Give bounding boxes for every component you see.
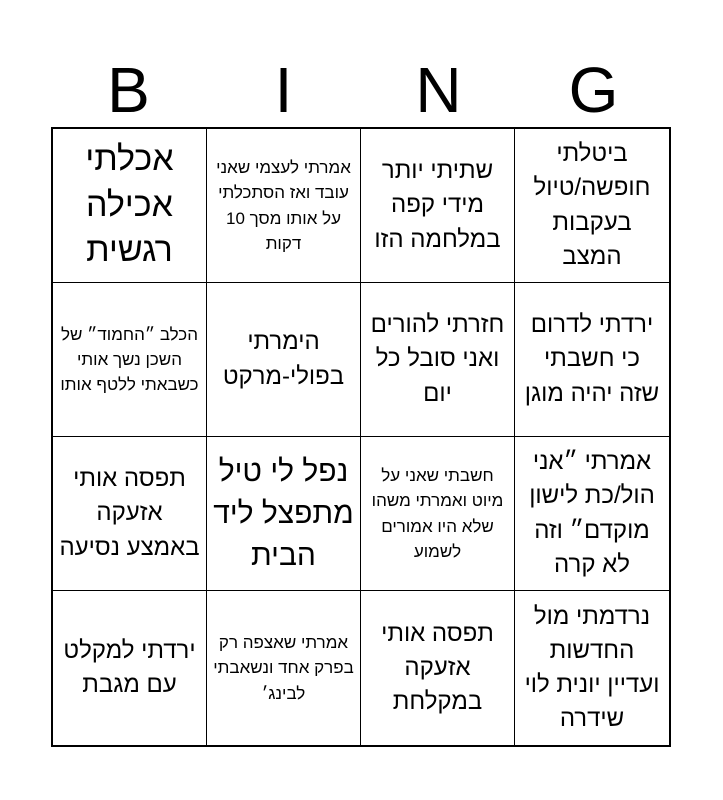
- bingo-cell[interactable]: הכלב ״החמוד״ של השכן נשך אותי כשבאתי ללטף אותו: [53, 283, 207, 437]
- bingo-board: [51, 127, 671, 747]
- bingo-cell[interactable]: נרדמתי מול החדשות ועדיין יונית לוי שידרה: [524, 602, 660, 733]
- bingo-cell[interactable]: ירדתי לדרום כי חשבתי שזה יהיה מוגן: [515, 283, 669, 437]
- bingo-cell[interactable]: תפסה אותי אזעקה באמצע נסיעה: [53, 437, 207, 591]
- bingo-cell[interactable]: ירדתי למקלט עם מגבת: [53, 591, 207, 745]
- bingo-cell[interactable]: אמרתי שאצפה רק בפרק אחד ונשאבתי לבינג׳: [207, 591, 361, 745]
- bingo-cell[interactable]: שתיתי יותר מידי קפה במלחמה הזו: [361, 129, 515, 283]
- header-letter-i: I: [274, 54, 293, 126]
- bingo-cell[interactable]: הימרתי בפולי-מרקט: [207, 283, 361, 437]
- bingo-cell[interactable]: חזרתי להורים ואני סובל כל יום: [361, 283, 515, 437]
- bingo-cell[interactable]: תפסה אותי אזעקה במקלחת: [361, 591, 515, 745]
- bingo-cell[interactable]: אכלתי אכילה רגשית: [53, 129, 207, 283]
- header-letter-n: N: [415, 54, 462, 126]
- bingo-cell[interactable]: אמרתי לעצמי שאני עובד ואז הסתכלתי על אותו מסך 10 דקות: [207, 129, 361, 283]
- header-letter-b: B: [107, 54, 150, 126]
- header-letter-g: G: [568, 54, 619, 126]
- bingo-cell[interactable]: ביטלתי חופשה/טיול בעקבות המצב: [515, 129, 669, 283]
- bingo-cell[interactable]: חשבתי שאני על מיוט ואמרתי משהו שלא היו אמורים לשמוע: [361, 437, 515, 591]
- bingo-cell[interactable]: אמרתי ״אני הול/כת לישון מוקדם״ וזה לא קרה: [515, 437, 669, 591]
- bingo-cell[interactable]: נפל לי טיל מתפצל ליד הבית: [207, 437, 361, 591]
- bingo-header: [51, 52, 671, 128]
